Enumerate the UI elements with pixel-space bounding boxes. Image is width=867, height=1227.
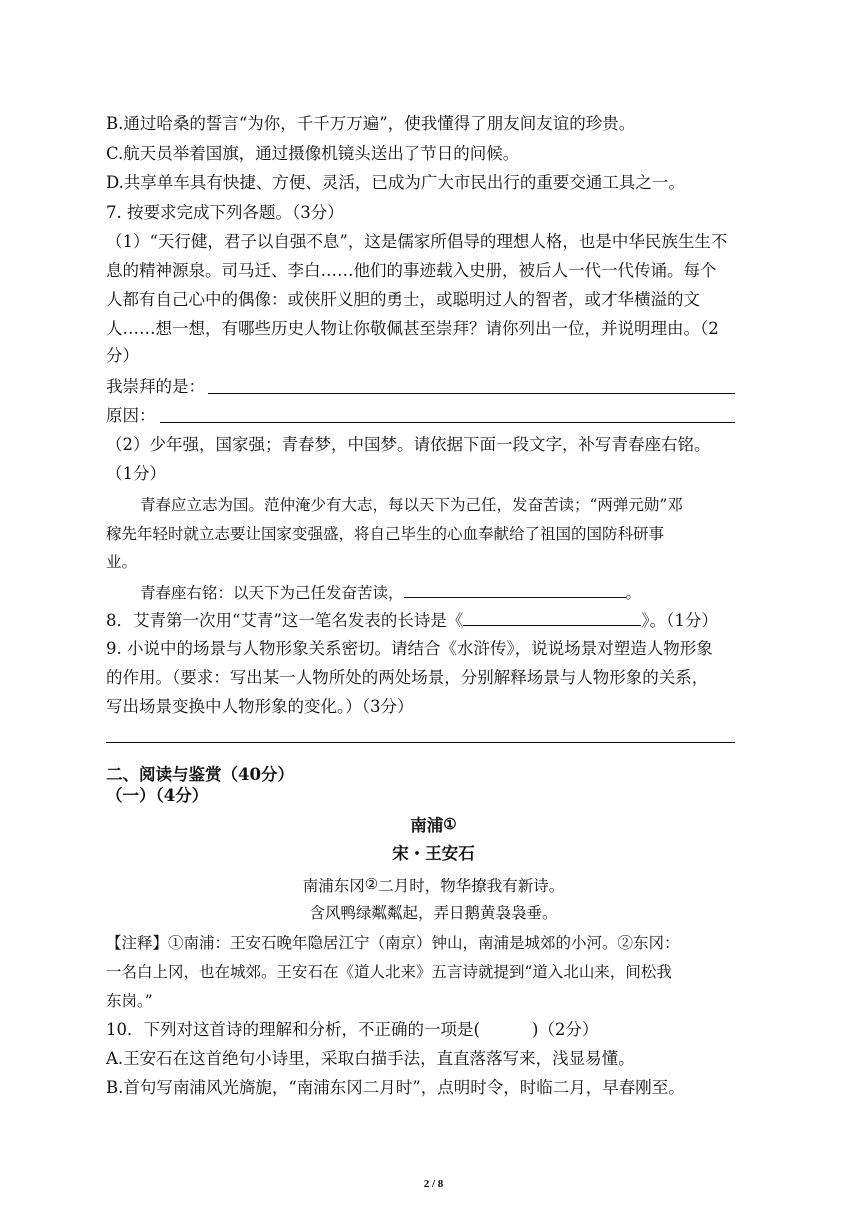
reason-label: 原因： — [106, 406, 156, 425]
q6-option-c: C.航天员举着国旗，通过摄像机镜头送出了节日的问候。 — [106, 144, 520, 163]
q7-part1-line: 息的精神源泉。司马迁、李白……他们的事迹载入史册，被后人一代一代传诵。每个 — [106, 261, 717, 280]
motto-blank[interactable] — [404, 582, 626, 598]
q7-part1-line: 分） — [106, 346, 139, 365]
poem-author: 宋・王安石 — [392, 844, 475, 863]
q6-option-d: D.共享单车具有快捷、方便、灵活，已成为广大市民出行的重要交通工具之一。 — [106, 173, 685, 192]
q8-suffix: 》。（1分） — [641, 611, 718, 630]
q10-option-a: A.王安石在这首绝句小诗里，采取白描手法，直直落落写来，浅显易懂。 — [106, 1049, 635, 1068]
q8-blank[interactable] — [463, 610, 641, 626]
reason-answer-line[interactable] — [160, 422, 735, 423]
q7-part1-line: 人都有自己心中的偶像：或侠肝义胆的勇士，或聪明过人的智者，或才华横溢的文 — [106, 290, 700, 309]
q9-line: 的作用。（要求：写出某一人物所处的两处场景，分别解释场景与人物形象的关系， — [106, 668, 709, 687]
motto-suffix: 。 — [625, 584, 642, 602]
q9-answer-line[interactable] — [106, 742, 735, 743]
annotation-line: 一名白上冈，也在城郊。王安石在《道人北来》五言诗就提到“道入北山来，间松我 — [106, 963, 672, 981]
q10-option-b: B.首句写南浦风光旖旎，“南浦东冈二月时”，点明时令，时临二月，早春刚至。 — [106, 1078, 685, 1097]
q9-line: 写出场景变换中人物形象的变化。）（3分） — [106, 697, 414, 716]
section-title: 二、阅读与鉴赏（40分） — [106, 765, 294, 784]
passage-line: 稼先年轻时就立志要让国家变强盛，将自己毕生的心血奉献给了祖国的国防科研事 — [106, 525, 665, 543]
poem-line: 南浦东冈②二月时，物华撩我有新诗。 — [302, 875, 565, 895]
poem-title: 南浦① — [410, 815, 457, 835]
subsection-title: （一）（4分） — [106, 786, 209, 805]
admire-answer-line[interactable] — [208, 393, 735, 394]
page-number: 2 / 8 — [423, 1178, 444, 1190]
annotation-line: 【注释】①南浦：王安石晚年隐居江宁（南京）钟山，南浦是城郊的小河。②东冈： — [106, 934, 680, 952]
q8-line — [106, 610, 718, 632]
motto-prefix: 青春座右铭：以天下为己任发奋苦读， — [140, 584, 404, 602]
passage-line: 青春应立志为国。范仲淹少有大志，每以天下为己任，发奋苦读；“两弹元勋”邓 — [140, 496, 683, 514]
q6-option-b: B.通过哈桑的誓言“为你，千千万万遍”，使我懂得了朋友间友谊的珍贵。 — [106, 114, 636, 133]
passage-line: 业。 — [106, 553, 138, 571]
q9-line: 9. 小说中的场景与人物形象关系密切。请结合《水浒传》，说说场景对塑造人物形象 — [106, 639, 713, 658]
admire-label: 我崇拜的是： — [106, 377, 205, 396]
annotation-line: 东岗。” — [106, 992, 153, 1010]
q10-stem: 10．下列对这首诗的理解和分析，不正确的一项是( )（2分） — [106, 1020, 599, 1039]
q8-prefix: 8．艾青第一次用“艾青”这一笔名发表的长诗是《 — [106, 611, 464, 630]
q7-part1-line: （1）“天行健，君子以自强不息”，这是儒家所倡导的理想人格，也是中华民族生生不 — [106, 232, 728, 251]
q7-part2-score: （1分） — [106, 464, 166, 483]
q7-part1-line: 人……想一想，有哪些历史人物让你敬佩甚至崇拜？请你列出一位，并说明理由。（2 — [106, 319, 719, 338]
q7-title: 7. 按要求完成下列各题。（3分） — [106, 203, 344, 222]
q7-part2-line: （2）少年强，国家强；青春梦，中国梦。请依据下面一段文字，补写青春座右铭。 — [106, 435, 711, 454]
motto-line — [140, 582, 641, 604]
poem-line: 含风鸭绿粼粼起，弄日鹅黄袅袅垂。 — [309, 904, 558, 922]
